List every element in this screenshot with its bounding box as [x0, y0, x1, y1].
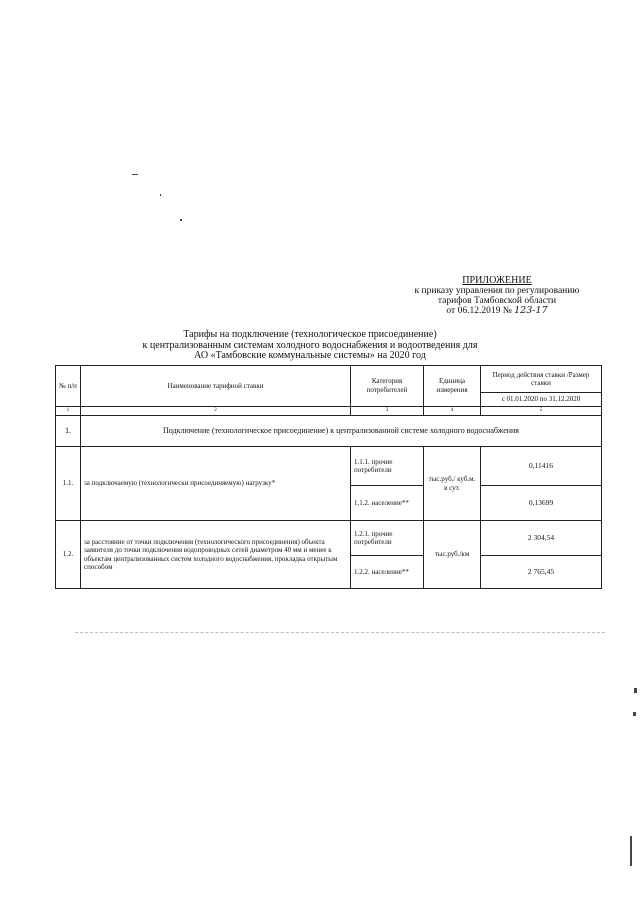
- table-row: [56, 521, 602, 556]
- rate-value: 2 304,54: [481, 521, 602, 556]
- appendix-line-1: к приказу управления по регулированию: [414, 286, 580, 296]
- consumer-category: 1.1.2. население**: [351, 486, 424, 521]
- order-date: от 06.12.2019 №: [446, 306, 512, 316]
- scan-speck: [633, 712, 636, 716]
- unit-of-measure: тыс.руб./ куб.м. в сут.: [424, 447, 481, 521]
- section-number: 1.: [56, 416, 81, 447]
- appendix-line-3: [392, 306, 602, 316]
- scan-speck: [132, 174, 138, 175]
- header-num: № п/п: [56, 366, 81, 407]
- section-title: Подключение (технологическое присоединение) к централизованной системе холодного водоснабжения: [81, 416, 602, 447]
- title-line-2: к централизованным системам холодного водоснабжения и водоотведения для: [142, 339, 478, 351]
- appendix-block: [392, 276, 602, 316]
- appendix-heading: ПРИЛОЖЕНИЕ: [462, 275, 532, 286]
- title-line-1: Тарифы на подключение (технологическое присоединение): [183, 329, 437, 340]
- consumer-category: 1.2.2. население**: [351, 556, 424, 589]
- row-number: 1.2.: [56, 521, 81, 589]
- column-number: 3: [351, 406, 424, 416]
- rate-name: за расстояние от точки подключения (технологического присоединения) объекта заявителя до точки подключения водопроводных сетей диаметром 40 мм и менее к объектам централизованных систем холодного водоснабжения, прокладка открытым способом: [81, 521, 351, 589]
- column-number: 5: [481, 406, 602, 416]
- consumer-category: 1.1.1. прочие потребители: [351, 447, 424, 486]
- title-line-3: АО «Тамбовские коммунальные системы» на 2020 год: [194, 350, 426, 361]
- appendix-line-2: тарифов Тамбовской области: [437, 296, 557, 306]
- rate-name: за подключаемую (технологически присоединяемую) нагрузку*: [81, 447, 351, 521]
- scan-speck: [630, 836, 632, 866]
- header-name: Наименование тарифной ставки: [81, 366, 351, 407]
- table-header-row: [56, 366, 602, 393]
- header-unit: Единица измерения: [424, 366, 481, 407]
- unit-of-measure: тыс.руб./км: [424, 521, 481, 589]
- rate-value: 0,11416: [481, 447, 602, 486]
- rate-value: 0,13699: [481, 486, 602, 521]
- column-number: 2: [81, 406, 351, 416]
- column-number: 4: [424, 406, 481, 416]
- table-row: [56, 447, 602, 486]
- header-category: Категория потребителей: [351, 366, 424, 407]
- order-number-handwritten: 123-17: [514, 305, 548, 316]
- column-number: 1: [56, 406, 81, 416]
- row-number: 1.1.: [56, 447, 81, 521]
- section-row: [56, 416, 602, 447]
- document-title: [100, 330, 520, 362]
- column-numbers-row: [56, 406, 602, 416]
- scan-speck: [160, 194, 161, 196]
- rate-value: 2 765,45: [481, 556, 602, 589]
- scan-speck: [180, 219, 182, 221]
- header-period: Период действия ставки /Размер ставки: [481, 366, 602, 393]
- scan-artifact-line: [75, 632, 605, 633]
- scan-speck: [634, 688, 637, 693]
- tariff-table: [55, 365, 602, 589]
- consumer-category: 1.2.1. прочие потребители: [351, 521, 424, 556]
- header-period-dates: с 01.01.2020 по 31.12.2020: [481, 393, 602, 407]
